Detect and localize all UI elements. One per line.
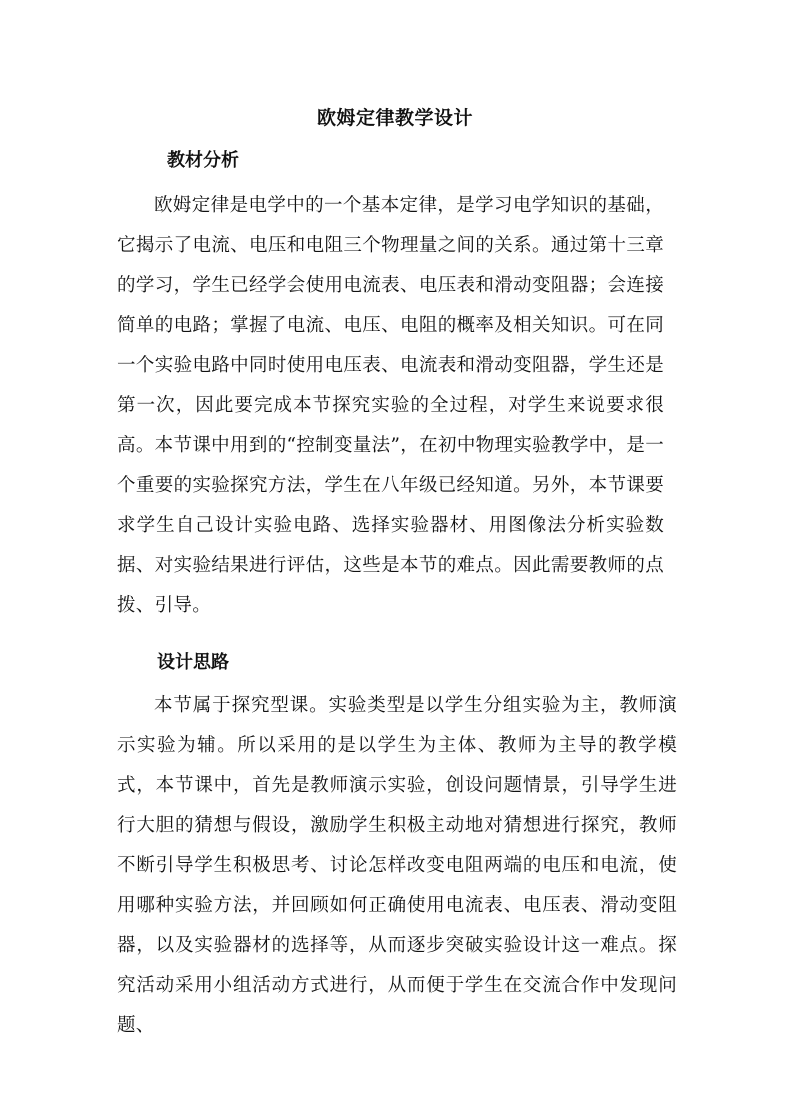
section-body-design-idea: 本节属于探究型课。实验类型是以学生分组实验为主，教师演示实验为辅。所以采用的是以学生为主体、教师为主导的教学模式，本节课中，首先是教师演示实验，创设问题情景，引导学生进行大胆的猜想与假设，激励学生积极主动地对猜想进行探究，教师不断引导学生积极思考、讨论怎样改变电阻两端的电压和电流，使用哪种实验方法，并回顾如何正确使用电流表、电压表、滑动变阻器，以及实验器材的选择等，从而逐步突破实验设计这一难点。探究活动采用小组活动方式进行，从而便于学生在交流合作中发现问题、 (117, 695, 677, 1036)
section-body-textbook-analysis: 欧姆定律是电学中的一个基本定律，是学习电学知识的基础，它揭示了电流、电压和电阻三个物理量之间的关系。通过第十三章的学习，学生已经学会使用电流表、电压表和滑动变阻器；会连接简单的电路；掌握了电流、电压、电阻的概率及相关知识。可在同一个实验电路中同时使用电压表、电流表和滑动变阻器，学生还是第一次，因此要完成本节探究实验的全过程，对学生来说要求很高。本节课中用到的“控制变量法”，在初中物理实验教学中，是一个重要的实验探究方法，学生在八年级已经知道。另外，本节课要求学生自己设计实验电路、选择实验器材、用图像法分析实验数据、对实验结果进行评估，这些是本节的难点。因此需要教师的点拨、引导。 (117, 195, 664, 616)
document-title: 欧姆定律教学设计 (316, 107, 473, 129)
section-heading-textbook-analysis: 教材分析 (167, 150, 239, 171)
section-heading-design-idea: 设计思路 (157, 652, 229, 673)
